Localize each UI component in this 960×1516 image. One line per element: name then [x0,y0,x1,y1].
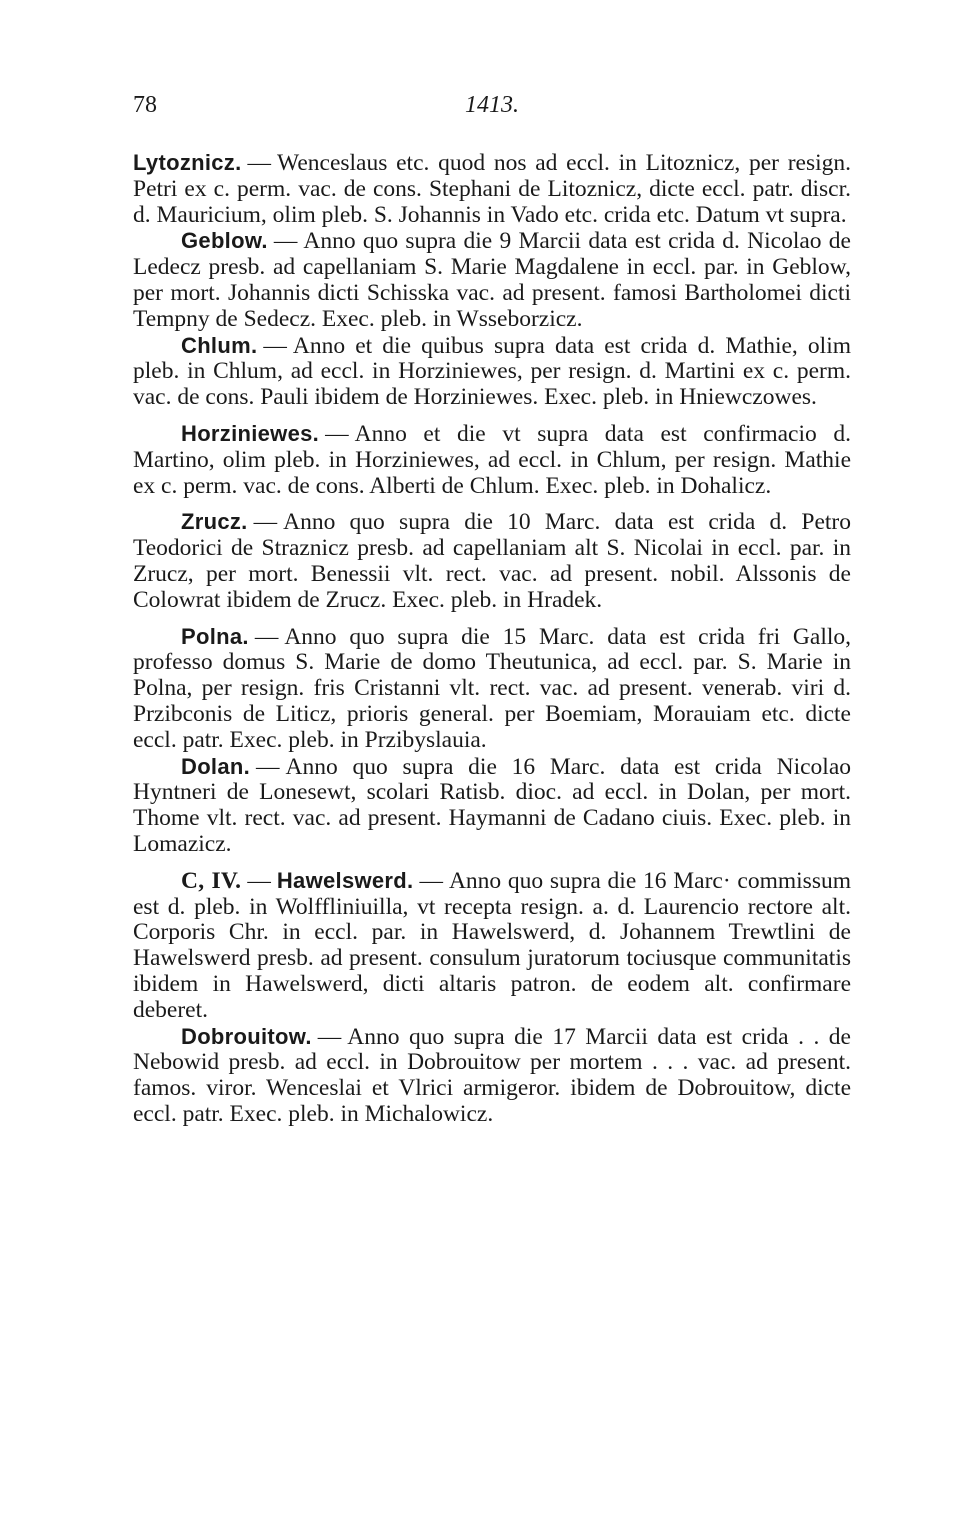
entry-dash: — [263,332,287,359]
entry-dash: — [253,509,278,536]
entry-text: Anno et die quibus supra data est crida d. Mathie, olim pleb. in Chlum, ad eccl. in Horziniewes, per resign. d. Martini ex c. perm. vac. de cons. Pauli ibidem de Horziniewes. Exec. pleb. in Hniewczowes. [133,332,851,411]
entry-dash: — [419,867,443,894]
entry-text: Anno quo supra die 15 Marc. data est crida fri Gallo, professo domus S. Marie de domo Theutunica, ad eccl. par. S. Marie in Polna, per resign. fris Cristanni vlt. rect. vac. ad present. venerab. viri d. Przibconis de Liticz, prioris general. per Boemiam, Morauiam etc. dicte eccl. patr. Exec. pleb. in Przibyslauia. [133,623,851,753]
entry-geblow [133,228,851,332]
entry-chlum [133,333,851,411]
entry-heading: Dolan. [181,753,251,779]
entry-heading: Lytoznicz. [133,150,242,175]
entry-horziniewes [133,421,851,499]
entry-heading: Chlum. [181,332,258,358]
entry-heading: Zrucz. [181,509,248,535]
entry-dash: — [256,753,280,780]
entry-heading: Polna. [181,623,249,649]
running-head-year: 1413. [465,92,519,118]
entry-heading: Horziniewes. [181,420,320,446]
entry-heading: Hawelswerd. [276,867,414,893]
entry-text: Anno quo supra die 16 Marc· commissum est d. pleb. in Wolffliniuilla, vt recepta resign. a. d. Laurencio rectore alt. Corporis Chr. in eccl. par. in Hawelswerd, d. Johannem Trewtlini de Hawelswerd presb. ad present. consulum juratorum tociusque communitatis ibidem in Hawelswerd, dicti altaris patron. de eodem alt. confirmare deberet. [133,867,852,1023]
document-page [133,88,851,1488]
entry-text: Anno et die vt supra data est confirmacio d. Martino, olim pleb. in Horziniewes, ad eccl. in Chlum, per resign. Mathie ex c. perm. vac. de cons. Alberti de Chlum. Exec. pleb. in Dohalicz. [133,420,851,499]
entry-dash: — [247,150,272,176]
entry-dash: — [317,1023,342,1050]
entry-text: Anno quo supra die 17 Marcii data est crida . . de Nebowid presb. ad eccl. in Dobrouitow per mortem . . . vac. ad present. famos. viror. Wenceslai et Vlrici armigeror. ibidem de Dobrouitow, dicte eccl. patr. Exec. pleb. in Michalowicz. [133,1023,851,1127]
page-header [133,88,851,122]
entry-lytoznicz [133,150,851,228]
document-body [133,150,851,1128]
entry-dobrouitow [133,1024,851,1128]
entry-signature: C, IV. [181,867,242,894]
signature-dash: — [247,867,271,894]
entry-dash: — [254,623,279,650]
entry-polna [133,624,851,754]
entry-text: Anno quo supra die 9 Marcii data est crida d. Nicolao de Ledecz presb. ad capellaniam S. Marie Magdalene in eccl. par. in Geblow, per mort. Johannis dicti Schisska vac. ad present. famosi Bartholomei dicti Tempny de Sedecz. Exec. pleb. in Wsseborzicz. [133,228,851,332]
entry-hawelswerd [133,868,851,1024]
entry-zrucz [133,509,851,613]
entry-dolan [133,754,851,858]
entry-text: Anno quo supra die 16 Marc. data est crida Nicolao Hyntneri de Lonesewt, scolari Ratisb. dioc. ad eccl. in Dolan, per mort. Thome vlt. rect. vac. ad present. Haymanni de Cadano ciuis. Exec. pleb. in Lomazicz. [133,753,851,857]
entry-dash: — [273,228,298,255]
entry-text: Anno quo supra die 10 Marc. data est crida d. Petro Teodorici de Straznicz presb. ad capellaniam alt S. Nicolai in eccl. par. in Zrucz, per mort. Benessii vlt. rect. vac. ad present. nobil. Alssonis de Colowrat ibidem de Zrucz. Exec. pleb. in Hradek. [133,509,851,613]
entry-dash: — [325,420,349,447]
entry-heading: Dobrouitow. [181,1023,312,1049]
page-number: 78 [133,92,157,118]
entry-heading: Geblow. [181,228,268,254]
entry-text: Wenceslaus etc. quod nos ad eccl. in Litoznicz, per resign. Petri ex c. perm. vac. de cons. Stephani de Litoznicz, dicte eccl. patr. discr. d. Mauricium, olim pleb. S. Johannis in Vado etc. crida etc. Datum vt supra. [133,150,851,228]
